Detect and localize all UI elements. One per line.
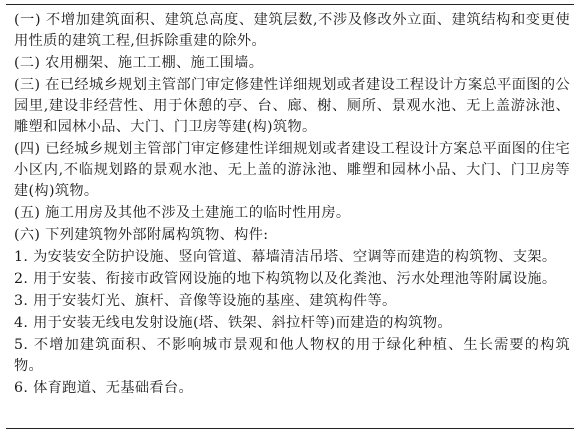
top-rule — [6, 4, 574, 5]
sub-item-3: 3. 用于安装灯光、旗杆、音像等设施的基座、建筑构件等。 — [14, 293, 397, 309]
sub-item-5: 5. 不增加建筑面积、不影响城市景观和他人物权的用于绿化种植、生长需要的构筑物。 — [14, 337, 570, 374]
sub-item-2: 2. 用于安装、衔接市政管网设施的地下构筑物以及化粪池、污水处理池等附属设施。 — [14, 271, 557, 287]
sub-item-6: 6. 体育跑道、无基础看台。 — [14, 380, 194, 396]
clause-5: (五) 施工用房及其他不涉及土建施工的临时性用房。 — [14, 205, 351, 221]
clause-1: (一) 不增加建筑面积、建筑总高度、建筑层数,不涉及修改外立面、建筑结构和变更使用性质的建筑工程,但拆除重建的除外。 — [14, 12, 570, 49]
bottom-rule — [6, 428, 574, 429]
document-body — [14, 10, 570, 400]
sub-item-1: 1. 为安装安全防护设施、竖向管道、幕墙清洁吊塔、空调等而建造的构筑物、支架。 — [14, 249, 557, 265]
clause-4: (四) 已经城乡规划主管部门审定修建性详细规划或者建设工程设计方案总平面图的住宅小区内,不临规划路的景观水池、无上盖的游泳池、雕塑和园林小品、大门、门卫房等建(构)筑物。 — [14, 141, 570, 199]
sub-item-4: 4. 用于安装无线电发射设施(塔、铁架、斜拉杆等)而建造的构筑物。 — [14, 315, 452, 331]
clause-2: (二) 农用棚架、施工工棚、施工围墙。 — [14, 55, 264, 71]
clause-6: (六) 下列建筑物外部附属构筑物、构件: — [14, 227, 269, 243]
clause-3: (三) 在已经城乡规划主管部门审定修建性详细规划或者建设工程设计方案总平面图的公园里,建设非经营性、用于休憩的亭、台、廊、榭、厕所、景观水池、无上盖游泳池、雕塑和园林小品、大门、门卫房等建(构)筑物。 — [14, 77, 570, 135]
